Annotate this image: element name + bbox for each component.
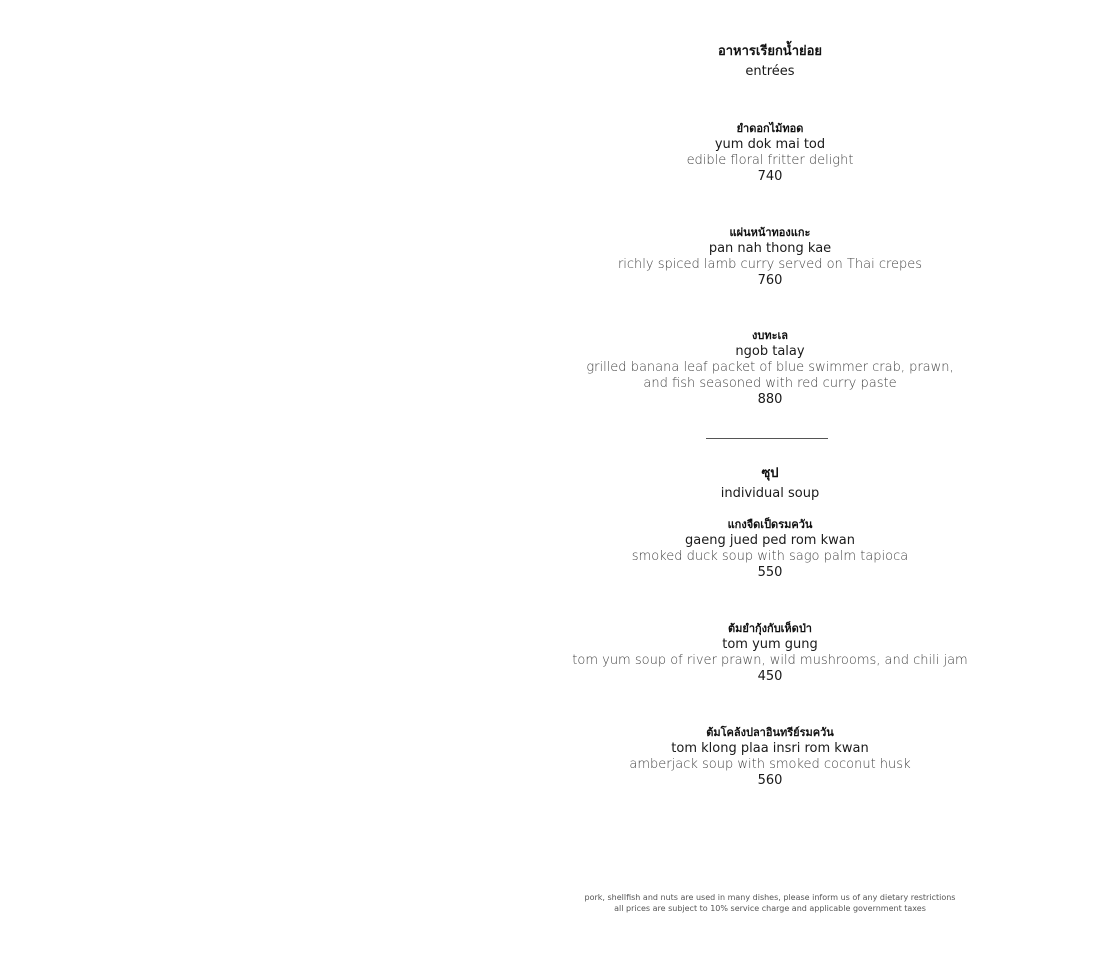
item-description: grilled banana leaf packet of blue swimmer crab, prawn,	[586, 360, 954, 375]
item-name: yum dok mai tod	[714, 137, 826, 152]
item-name: pan nah thong kae	[708, 241, 832, 256]
item-description: edible floral fritter delight	[686, 153, 854, 168]
entrees-title-thai: อาหารเรียกน้ำย่อย	[717, 44, 823, 59]
item-thai-name: ต้มโคล้งปลาอินทรีย์รมควัน	[706, 726, 834, 739]
item-description: amberjack soup with smoked coconut husk	[629, 757, 911, 772]
item-price: 740	[757, 169, 783, 184]
item-price: 550	[757, 565, 783, 580]
item-price: 880	[757, 392, 783, 407]
menu-item	[470, 517, 1070, 581]
item-description: richly spiced lamb curry served on Thai crepes	[617, 257, 923, 272]
item-name: tom klong plaa insri rom kwan	[671, 741, 869, 756]
item-name: tom yum gung	[722, 637, 818, 652]
item-thai-name: ยำดอกไม้ทอด	[736, 122, 804, 135]
menu-item	[470, 725, 1070, 789]
menu-item	[470, 121, 1070, 185]
item-thai-name: แผ่นหน้าทองแกะ	[729, 226, 811, 239]
item-description: smoked duck soup with sago palm tapioca	[631, 549, 909, 564]
item-description-continued: and fish seasoned with red curry paste	[643, 376, 897, 391]
item-description: tom yum soup of river prawn, wild mushrooms, and chili jam	[572, 653, 968, 668]
entrees-section-header	[470, 42, 1070, 82]
item-thai-name: งบทะเล	[751, 329, 788, 342]
item-price: 450	[757, 669, 783, 684]
item-thai-name: ต้มยำกุ้งกับเห็ดป่า	[727, 622, 812, 635]
item-price: 560	[757, 773, 783, 788]
soup-title: individual soup	[720, 486, 820, 501]
item-name: ngob talay	[735, 344, 805, 359]
soup-section-header	[470, 464, 1070, 504]
dietary-notice: pork, shellfish and nuts are used in many dishes, please inform us of any dietary restrictions	[584, 893, 956, 902]
section-divider	[706, 438, 828, 439]
menu-item	[470, 328, 1070, 408]
item-name: gaeng jued ped rom kwan	[685, 533, 855, 548]
footer-notes	[470, 892, 1070, 914]
entrees-title: entrées	[745, 64, 795, 79]
item-price: 760	[757, 273, 783, 288]
menu-item	[470, 225, 1070, 289]
menu-item	[470, 621, 1070, 685]
item-thai-name: แกงจืดเป็ดรมควัน	[727, 518, 813, 531]
soup-title-thai: ซุป	[761, 466, 779, 481]
service-charge-notice: all prices are subject to 10% service charge and applicable government taxes	[614, 904, 926, 913]
